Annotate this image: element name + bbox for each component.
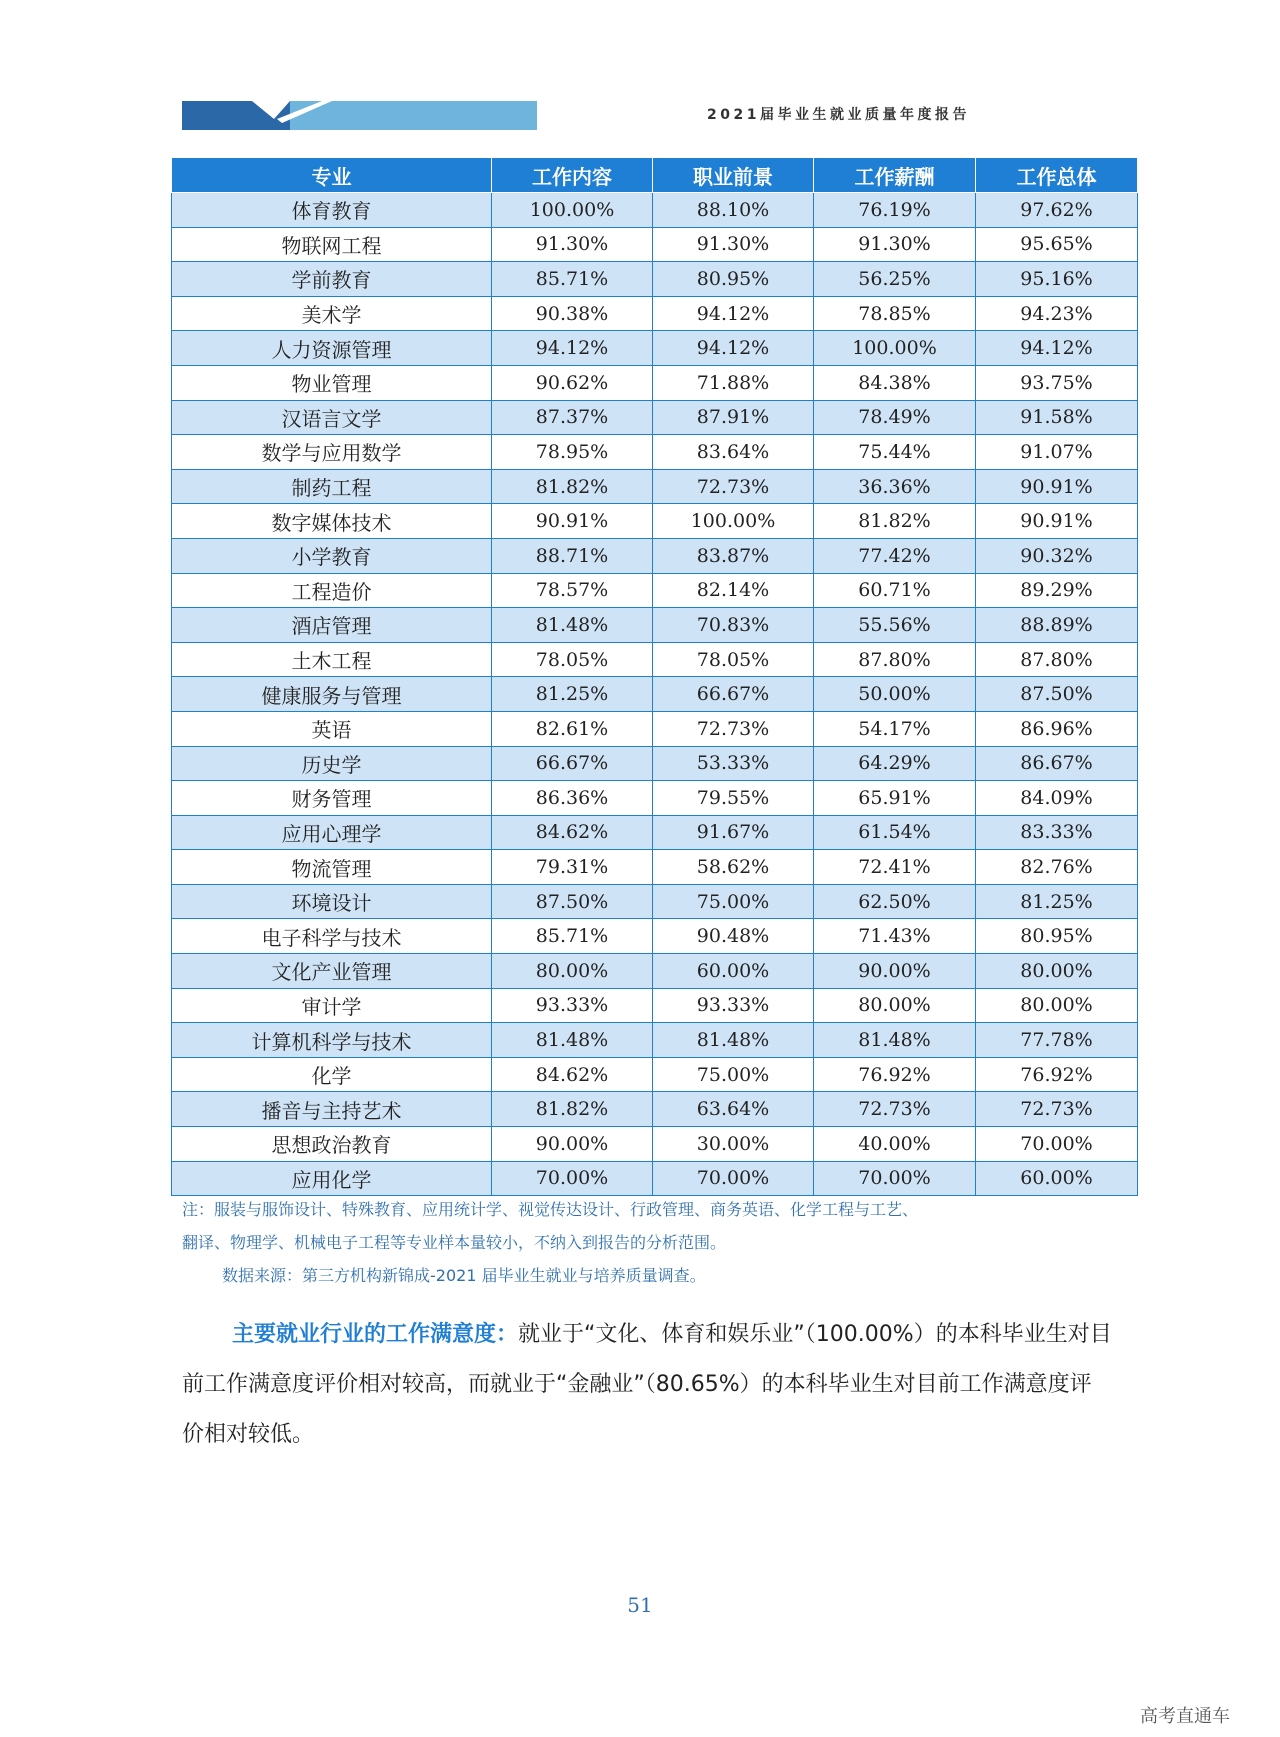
percentage-cell: 88.89%	[976, 608, 1138, 643]
major-name-cell: 制药工程	[172, 469, 492, 504]
major-name-cell: 电子科学与技术	[172, 919, 492, 954]
percentage-cell: 77.42%	[814, 538, 976, 573]
percentage-cell: 70.00%	[976, 1127, 1138, 1162]
percentage-cell: 84.38%	[814, 365, 976, 400]
table-row	[172, 365, 1138, 400]
percentage-cell: 60.71%	[814, 573, 976, 608]
table-row	[172, 711, 1138, 746]
percentage-cell: 83.64%	[653, 435, 814, 470]
percentage-cell: 81.48%	[653, 1023, 814, 1058]
paragraph-highlight: 主要就业行业的工作满意度：	[232, 1322, 519, 1347]
percentage-cell: 70.00%	[653, 1161, 814, 1196]
major-name-cell: 应用化学	[172, 1161, 492, 1196]
table-row	[172, 469, 1138, 504]
percentage-cell: 94.12%	[976, 331, 1138, 366]
table-row	[172, 1127, 1138, 1162]
percentage-cell: 100.00%	[492, 193, 653, 228]
percentage-cell: 91.07%	[976, 435, 1138, 470]
percentage-cell: 80.00%	[976, 954, 1138, 989]
table-row	[172, 227, 1138, 262]
column-header: 职业前景	[653, 158, 814, 193]
major-name-cell: 财务管理	[172, 781, 492, 816]
percentage-cell: 93.33%	[653, 988, 814, 1023]
percentage-cell: 75.00%	[653, 884, 814, 919]
percentage-cell: 87.50%	[976, 677, 1138, 712]
percentage-cell: 70.00%	[814, 1161, 976, 1196]
percentage-cell: 90.91%	[492, 504, 653, 539]
major-name-cell: 英语	[172, 711, 492, 746]
table-row	[172, 296, 1138, 331]
table-row	[172, 954, 1138, 989]
header-decor-logo-icon	[182, 101, 537, 130]
table-row	[172, 781, 1138, 816]
percentage-cell: 90.00%	[492, 1127, 653, 1162]
percentage-cell: 95.65%	[976, 227, 1138, 262]
table-row	[172, 504, 1138, 539]
percentage-cell: 66.67%	[492, 746, 653, 781]
table-row	[172, 608, 1138, 643]
percentage-cell: 88.71%	[492, 538, 653, 573]
major-name-cell: 数学与应用数学	[172, 435, 492, 470]
percentage-cell: 91.67%	[653, 815, 814, 850]
column-header: 工作薪酬	[814, 158, 976, 193]
percentage-cell: 62.50%	[814, 884, 976, 919]
percentage-cell: 100.00%	[814, 331, 976, 366]
table-row	[172, 677, 1138, 712]
percentage-cell: 94.12%	[653, 296, 814, 331]
percentage-cell: 84.62%	[492, 815, 653, 850]
percentage-cell: 63.64%	[653, 1092, 814, 1127]
major-name-cell: 健康服务与管理	[172, 677, 492, 712]
major-name-cell: 体育教育	[172, 193, 492, 228]
industry-satisfaction-paragraph	[182, 1310, 1112, 1460]
percentage-cell: 72.73%	[653, 711, 814, 746]
percentage-cell: 89.29%	[976, 573, 1138, 608]
major-name-cell: 思想政治教育	[172, 1127, 492, 1162]
percentage-cell: 90.32%	[976, 538, 1138, 573]
table-row	[172, 193, 1138, 228]
percentage-cell: 78.57%	[492, 573, 653, 608]
percentage-cell: 81.82%	[492, 469, 653, 504]
paragraph-body: 就业于“文化、体育和娱乐业”（100.00%）的本科毕业生对目前工作满意度评价相对较高，而就业于“金融业”（80.65%）的本科毕业生对目前工作满意度评价相对较低。	[182, 1322, 1112, 1447]
table-header-row	[172, 158, 1138, 193]
percentage-cell: 71.43%	[814, 919, 976, 954]
percentage-cell: 82.14%	[653, 573, 814, 608]
percentage-cell: 83.87%	[653, 538, 814, 573]
table-row	[172, 573, 1138, 608]
major-name-cell: 化学	[172, 1057, 492, 1092]
percentage-cell: 85.71%	[492, 262, 653, 297]
table-row	[172, 331, 1138, 366]
percentage-cell: 55.56%	[814, 608, 976, 643]
major-name-cell: 物业管理	[172, 365, 492, 400]
major-name-cell: 小学教育	[172, 538, 492, 573]
percentage-cell: 86.36%	[492, 781, 653, 816]
percentage-cell: 81.82%	[814, 504, 976, 539]
table-row	[172, 1023, 1138, 1058]
major-name-cell: 环境设计	[172, 884, 492, 919]
table-row	[172, 988, 1138, 1023]
percentage-cell: 94.12%	[492, 331, 653, 366]
percentage-cell: 80.95%	[653, 262, 814, 297]
major-name-cell: 人力资源管理	[172, 331, 492, 366]
percentage-cell: 71.88%	[653, 365, 814, 400]
percentage-cell: 75.00%	[653, 1057, 814, 1092]
percentage-cell: 91.30%	[653, 227, 814, 262]
percentage-cell: 85.71%	[492, 919, 653, 954]
note-line: 注：服装与服饰设计、特殊教育、应用统计学、视觉传达设计、行政管理、商务英语、化学工程与工艺、	[182, 1200, 919, 1219]
table-row	[172, 400, 1138, 435]
percentage-cell: 70.00%	[492, 1161, 653, 1196]
percentage-cell: 76.92%	[976, 1057, 1138, 1092]
table-notes	[182, 1193, 1122, 1292]
major-name-cell: 学前教育	[172, 262, 492, 297]
major-name-cell: 文化产业管理	[172, 954, 492, 989]
percentage-cell: 81.48%	[492, 1023, 653, 1058]
major-name-cell: 物流管理	[172, 850, 492, 885]
percentage-cell: 90.48%	[653, 919, 814, 954]
major-name-cell: 历史学	[172, 746, 492, 781]
major-name-cell: 汉语言文学	[172, 400, 492, 435]
percentage-cell: 83.33%	[976, 815, 1138, 850]
percentage-cell: 90.91%	[976, 504, 1138, 539]
percentage-cell: 93.33%	[492, 988, 653, 1023]
percentage-cell: 72.73%	[653, 469, 814, 504]
percentage-cell: 84.62%	[492, 1057, 653, 1092]
note-line: 翻译、物理学、机械电子工程等专业样本量较小，不纳入到报告的分析范围。	[182, 1233, 727, 1252]
percentage-cell: 81.48%	[814, 1023, 976, 1058]
percentage-cell: 72.41%	[814, 850, 976, 885]
percentage-cell: 76.19%	[814, 193, 976, 228]
percentage-cell: 94.23%	[976, 296, 1138, 331]
table-row	[172, 919, 1138, 954]
percentage-cell: 76.92%	[814, 1057, 976, 1092]
percentage-cell: 87.50%	[492, 884, 653, 919]
percentage-cell: 87.80%	[814, 642, 976, 677]
percentage-cell: 78.05%	[653, 642, 814, 677]
percentage-cell: 30.00%	[653, 1127, 814, 1162]
percentage-cell: 56.25%	[814, 262, 976, 297]
major-name-cell: 酒店管理	[172, 608, 492, 643]
percentage-cell: 81.48%	[492, 608, 653, 643]
percentage-cell: 78.49%	[814, 400, 976, 435]
percentage-cell: 95.16%	[976, 262, 1138, 297]
major-name-cell: 数字媒体技术	[172, 504, 492, 539]
table-row	[172, 262, 1138, 297]
column-header: 专业	[172, 158, 492, 193]
percentage-cell: 80.00%	[976, 988, 1138, 1023]
percentage-cell: 81.25%	[492, 677, 653, 712]
table-row	[172, 1161, 1138, 1196]
percentage-cell: 58.62%	[653, 850, 814, 885]
percentage-cell: 53.33%	[653, 746, 814, 781]
percentage-cell: 93.75%	[976, 365, 1138, 400]
page-number: 51	[627, 1593, 653, 1617]
satisfaction-table	[171, 157, 1138, 1196]
percentage-cell: 88.10%	[653, 193, 814, 228]
percentage-cell: 77.78%	[976, 1023, 1138, 1058]
percentage-cell: 100.00%	[653, 504, 814, 539]
major-name-cell: 计算机科学与技术	[172, 1023, 492, 1058]
percentage-cell: 82.61%	[492, 711, 653, 746]
percentage-cell: 80.00%	[814, 988, 976, 1023]
table-body	[172, 193, 1138, 1196]
major-name-cell: 应用心理学	[172, 815, 492, 850]
percentage-cell: 78.85%	[814, 296, 976, 331]
percentage-cell: 72.73%	[976, 1092, 1138, 1127]
percentage-cell: 82.76%	[976, 850, 1138, 885]
percentage-cell: 94.12%	[653, 331, 814, 366]
major-name-cell: 工程造价	[172, 573, 492, 608]
percentage-cell: 40.00%	[814, 1127, 976, 1162]
percentage-cell: 60.00%	[976, 1161, 1138, 1196]
major-name-cell: 播音与主持艺术	[172, 1092, 492, 1127]
percentage-cell: 90.91%	[976, 469, 1138, 504]
percentage-cell: 79.55%	[653, 781, 814, 816]
percentage-cell: 86.67%	[976, 746, 1138, 781]
table-row	[172, 815, 1138, 850]
percentage-cell: 54.17%	[814, 711, 976, 746]
watermark-text: 高考直通车	[1140, 1706, 1230, 1727]
percentage-cell: 84.09%	[976, 781, 1138, 816]
percentage-cell: 80.95%	[976, 919, 1138, 954]
percentage-cell: 65.91%	[814, 781, 976, 816]
table-row	[172, 884, 1138, 919]
table-row	[172, 850, 1138, 885]
percentage-cell: 75.44%	[814, 435, 976, 470]
percentage-cell: 91.58%	[976, 400, 1138, 435]
table-row	[172, 1092, 1138, 1127]
major-name-cell: 美术学	[172, 296, 492, 331]
percentage-cell: 91.30%	[814, 227, 976, 262]
header-decor-bar	[182, 101, 537, 130]
percentage-cell: 90.00%	[814, 954, 976, 989]
data-source-note: 数据来源：第三方机构新锦成-2021 届毕业生就业与培养质量调查。	[222, 1266, 706, 1285]
table-row	[172, 538, 1138, 573]
percentage-cell: 50.00%	[814, 677, 976, 712]
table-row	[172, 746, 1138, 781]
percentage-cell: 87.91%	[653, 400, 814, 435]
percentage-cell: 70.83%	[653, 608, 814, 643]
table-row	[172, 642, 1138, 677]
percentage-cell: 86.96%	[976, 711, 1138, 746]
percentage-cell: 90.38%	[492, 296, 653, 331]
percentage-cell: 90.62%	[492, 365, 653, 400]
percentage-cell: 78.95%	[492, 435, 653, 470]
percentage-cell: 61.54%	[814, 815, 976, 850]
percentage-cell: 60.00%	[653, 954, 814, 989]
table-row	[172, 435, 1138, 470]
major-name-cell: 物联网工程	[172, 227, 492, 262]
column-header: 工作总体	[976, 158, 1138, 193]
percentage-cell: 72.73%	[814, 1092, 976, 1127]
percentage-cell: 64.29%	[814, 746, 976, 781]
column-header: 工作内容	[492, 158, 653, 193]
percentage-cell: 97.62%	[976, 193, 1138, 228]
report-title: 2021届毕业生就业质量年度报告	[707, 107, 970, 123]
major-name-cell: 土木工程	[172, 642, 492, 677]
percentage-cell: 91.30%	[492, 227, 653, 262]
percentage-cell: 81.25%	[976, 884, 1138, 919]
percentage-cell: 79.31%	[492, 850, 653, 885]
major-name-cell: 审计学	[172, 988, 492, 1023]
percentage-cell: 80.00%	[492, 954, 653, 989]
percentage-cell: 87.37%	[492, 400, 653, 435]
percentage-cell: 81.82%	[492, 1092, 653, 1127]
percentage-cell: 36.36%	[814, 469, 976, 504]
percentage-cell: 78.05%	[492, 642, 653, 677]
percentage-cell: 66.67%	[653, 677, 814, 712]
table-row	[172, 1057, 1138, 1092]
percentage-cell: 87.80%	[976, 642, 1138, 677]
